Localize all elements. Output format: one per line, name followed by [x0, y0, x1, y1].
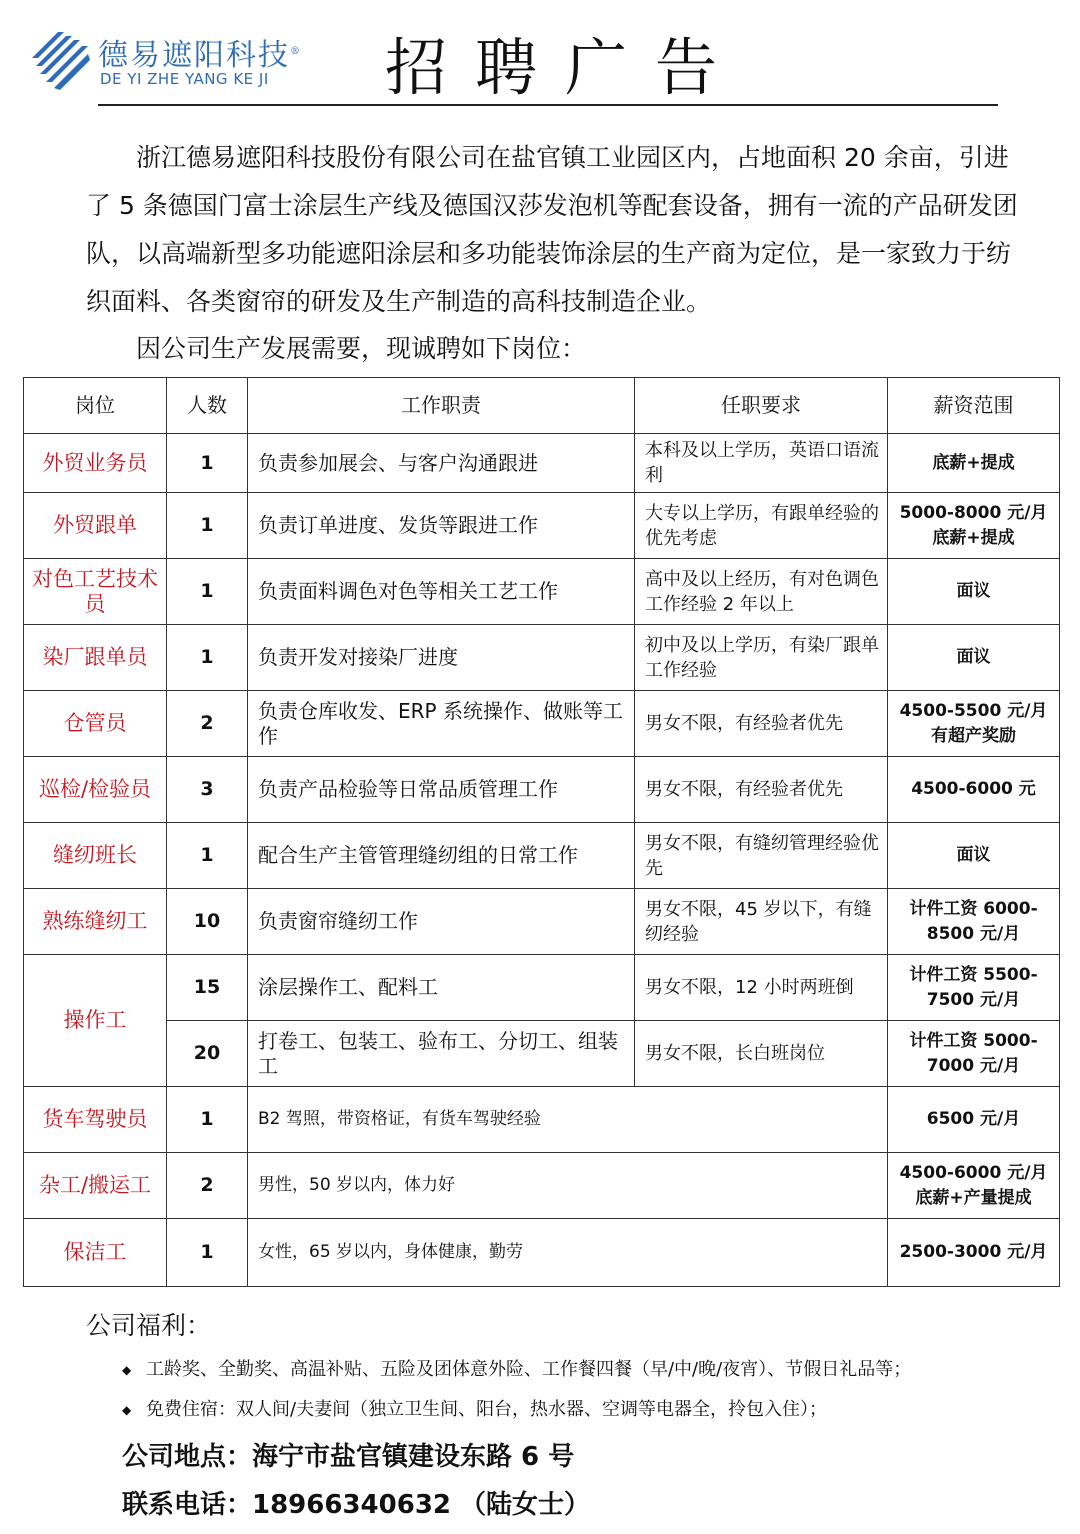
- position-cell: 外贸跟单: [24, 493, 167, 559]
- salary-cell: 4500-5500 元/月 有超产奖励: [888, 691, 1060, 757]
- table-header-row: [24, 378, 1060, 434]
- position-cell: 杂工/搬运工: [24, 1153, 167, 1219]
- duty-cell: 负责开发对接染厂进度: [248, 625, 635, 691]
- duty-cell: 涂层操作工、配料工: [248, 955, 635, 1021]
- title-divider: [98, 104, 998, 106]
- table-row: [24, 955, 1060, 1021]
- company-intro: [86, 134, 1026, 326]
- header: [0, 0, 1080, 110]
- header-requirement: 任职要求: [635, 378, 888, 434]
- salary-cell: 计件工资 5500-7500 元/月: [888, 955, 1060, 1021]
- position-cell: 巡检/检验员: [24, 757, 167, 823]
- duty-cell: 配合生产主管管理缝纫组的日常工作: [248, 823, 635, 889]
- count-cell: 1: [167, 559, 248, 625]
- requirement-cell: 男女不限，长白班岗位: [635, 1021, 888, 1087]
- salary-cell: 2500-3000 元/月: [888, 1219, 1060, 1287]
- diamond-bullet-icon: ◆: [122, 1363, 132, 1377]
- salary-cell: 面议: [888, 559, 1060, 625]
- count-cell: 1: [167, 434, 248, 493]
- salary-cell: 计件工资 5000-7000 元/月: [888, 1021, 1060, 1087]
- count-cell: 2: [167, 1153, 248, 1219]
- contact-phone: 联系电话：18966340632 （陆女士）: [122, 1490, 591, 1520]
- table-row: [24, 1021, 1060, 1087]
- duty-requirement-cell: B2 驾照，带资格证，有货车驾驶经验: [248, 1087, 888, 1153]
- position-cell: 仓管员: [24, 691, 167, 757]
- page-title: 招聘广告: [385, 31, 746, 104]
- count-cell: 1: [167, 493, 248, 559]
- list-item: [122, 1358, 911, 1398]
- welfare-item-text: 免费住宿：双人间/夫妻间（独立卫生间、阳台，热水器、空调等电器全，拎包入住）；: [146, 1399, 828, 1420]
- requirement-cell: 男女不限，有缝纫管理经验优先: [635, 823, 888, 889]
- requirement-cell: 男女不限，12 小时两班倒: [635, 955, 888, 1021]
- count-cell: 15: [167, 955, 248, 1021]
- requirement-cell: 初中及以上学历，有染厂跟单工作经验: [635, 625, 888, 691]
- duty-cell: 负责窗帘缝纫工作: [248, 889, 635, 955]
- table-row: [24, 889, 1060, 955]
- welfare-item-text: 工龄奖、全勤奖、高温补贴、五险及团体意外险、工作餐四餐（早/中/晚/夜宵）、节假日礼品等；: [146, 1359, 912, 1380]
- position-cell: 熟练缝纫工: [24, 889, 167, 955]
- position-cell: 染厂跟单员: [24, 625, 167, 691]
- duty-cell: 负责仓库收发、ERP 系统操作、做账等工作: [248, 691, 635, 757]
- job-table: [23, 377, 1060, 1287]
- table-row: [24, 559, 1060, 625]
- requirement-cell: 男女不限，有经验者优先: [635, 757, 888, 823]
- salary-cell: 面议: [888, 823, 1060, 889]
- count-cell: 10: [167, 889, 248, 955]
- position-cell: 对色工艺技术员: [24, 559, 167, 625]
- duty-cell: 负责订单进度、发货等跟进工作: [248, 493, 635, 559]
- table-row: [24, 434, 1060, 493]
- table-row: [24, 823, 1060, 889]
- company-address: 公司地点：海宁市盐官镇建设东路 6 号: [122, 1442, 575, 1472]
- salary-cell: 底薪+提成: [888, 434, 1060, 493]
- position-cell: 操作工: [24, 955, 167, 1087]
- diamond-bullet-icon: ◆: [122, 1403, 132, 1417]
- logo-name-cn: 德易遮阳科技®: [98, 38, 302, 73]
- duty-requirement-cell: 男性，50 岁以内，体力好: [248, 1153, 888, 1219]
- header-position: 岗位: [24, 378, 167, 434]
- welfare-title: 公司福利：: [86, 1311, 212, 1340]
- company-logo-icon: [28, 28, 92, 92]
- count-cell: 20: [167, 1021, 248, 1087]
- salary-cell: 4500-6000 元: [888, 757, 1060, 823]
- requirement-cell: 男女不限，有经验者优先: [635, 691, 888, 757]
- header-count: 人数: [167, 378, 248, 434]
- table-row: [24, 757, 1060, 823]
- logo-name-en: DE YI ZHE YANG KE JI: [100, 70, 269, 88]
- count-cell: 2: [167, 691, 248, 757]
- duty-requirement-cell: 女性，65 岁以内，身体健康，勤劳: [248, 1219, 888, 1287]
- position-cell: 保洁工: [24, 1219, 167, 1287]
- table-row: [24, 1087, 1060, 1153]
- salary-cell: 6500 元/月: [888, 1087, 1060, 1153]
- count-cell: 1: [167, 625, 248, 691]
- welfare-list: [122, 1358, 911, 1438]
- intro-paragraph: 浙江德易遮阳科技股份有限公司在盐官镇工业园区内，占地面积 20 余亩，引进了 5 条德国门富士涂层生产线及德国汉莎发泡机等配套设备，拥有一流的产品研发团队，以高端新型多功能遮阳涂层和多功能装饰涂层的生产商为定位，是一家致力于纺织面料、各类窗帘的研发及生产制造的高科技制造企业。: [86, 143, 1018, 316]
- count-cell: 1: [167, 1087, 248, 1153]
- table-row: [24, 493, 1060, 559]
- table-row: [24, 625, 1060, 691]
- header-salary: 薪资范围: [888, 378, 1060, 434]
- table-row: [24, 1153, 1060, 1219]
- table-row: [24, 1219, 1060, 1287]
- hiring-lead: 因公司生产发展需要，现诚聘如下岗位：: [136, 334, 587, 363]
- requirement-cell: 本科及以上学历，英语口语流利: [635, 434, 888, 493]
- count-cell: 1: [167, 823, 248, 889]
- requirement-cell: 男女不限，45 岁以下，有缝纫经验: [635, 889, 888, 955]
- position-cell: 货车驾驶员: [24, 1087, 167, 1153]
- position-cell: 缝纫班长: [24, 823, 167, 889]
- duty-cell: 负责面料调色对色等相关工艺工作: [248, 559, 635, 625]
- salary-cell: 4500-6000 元/月 底薪+产量提成: [888, 1153, 1060, 1219]
- header-duty: 工作职责: [248, 378, 635, 434]
- table-row: [24, 691, 1060, 757]
- count-cell: 1: [167, 1219, 248, 1287]
- requirement-cell: 大专以上学历，有跟单经验的优先考虑: [635, 493, 888, 559]
- salary-cell: 计件工资 6000-8500 元/月: [888, 889, 1060, 955]
- requirement-cell: 高中及以上经历，有对色调色工作经验 2 年以上: [635, 559, 888, 625]
- count-cell: 3: [167, 757, 248, 823]
- duty-cell: 负责产品检验等日常品质管理工作: [248, 757, 635, 823]
- list-item: [122, 1398, 911, 1438]
- salary-cell: 面议: [888, 625, 1060, 691]
- position-cell: 外贸业务员: [24, 434, 167, 493]
- duty-cell: 负责参加展会、与客户沟通跟进: [248, 434, 635, 493]
- salary-cell: 5000-8000 元/月 底薪+提成: [888, 493, 1060, 559]
- duty-cell: 打卷工、包装工、验布工、分切工、组装工: [248, 1021, 635, 1087]
